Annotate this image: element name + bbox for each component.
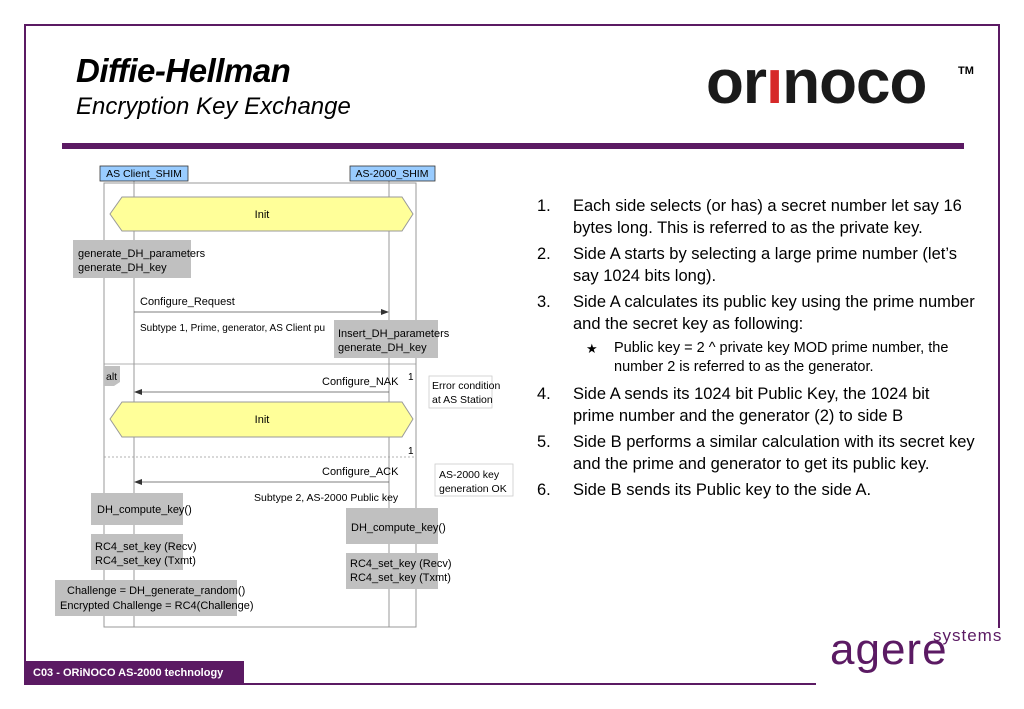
generate-dh-line1: generate_DH_parameters bbox=[78, 248, 206, 260]
footer-rule bbox=[244, 683, 816, 685]
error-note-line2: at AS Station bbox=[432, 394, 493, 406]
configure-ack-arrowhead bbox=[134, 479, 142, 485]
step-number: 5. bbox=[537, 433, 551, 451]
step-text: Side B performs a similar calculation with its secret key and the prime and generator to get its public key. bbox=[573, 433, 975, 473]
steps-list bbox=[535, 195, 975, 505]
ok-note-line2: generation OK bbox=[439, 483, 507, 495]
subtype-2-label: Subtype 2, AS-2000 Public key bbox=[254, 492, 399, 504]
insert-dh-line1: Insert_DH_parameters bbox=[338, 328, 450, 340]
error-note-line1: Error condition bbox=[432, 380, 501, 392]
configure-ack-label: Configure_ACK bbox=[322, 466, 399, 478]
sub-step bbox=[535, 339, 975, 377]
agere-systems-text: systems bbox=[933, 626, 1003, 645]
step-number: 1. bbox=[537, 197, 551, 215]
lifeline-server-label: AS-2000_SHIM bbox=[355, 168, 429, 180]
configure-nak-label: Configure_NAK bbox=[322, 376, 399, 388]
alt-label: alt bbox=[106, 371, 118, 383]
agere-logo: agere bbox=[830, 625, 948, 674]
generate-dh-line2: generate_DH_key bbox=[78, 262, 167, 274]
step-text: Each side selects (or has) a secret number let say 16 bytes long. This is referred to as the private key. bbox=[573, 197, 962, 237]
configure-request-arrowhead bbox=[381, 309, 389, 315]
configure-request-label: Configure_Request bbox=[140, 296, 235, 308]
step-text: Side A calculates its public key using the prime number and the secret key as following: bbox=[573, 293, 975, 333]
step-item-1 bbox=[535, 195, 975, 239]
configure-nak-arrowhead bbox=[134, 389, 142, 395]
compute-server-label: DH_compute_key() bbox=[351, 522, 446, 534]
challenge-line2: Encrypted Challenge = RC4(Challenge) bbox=[60, 600, 254, 612]
ok-note-line1: AS-2000 key bbox=[439, 469, 500, 481]
step-item-4 bbox=[535, 383, 975, 427]
sub-step-text: Public key = 2 ^ private key MOD prime number, the number 2 is referred to as the generator. bbox=[614, 340, 949, 375]
orinoco-logo: orınoco bbox=[706, 48, 927, 117]
step-number: 4. bbox=[537, 385, 551, 403]
step-text: Side B sends its Public key to the side A. bbox=[573, 481, 872, 499]
rc4-client-line2: RC4_set_key (Txmt) bbox=[95, 555, 196, 567]
page-title: Diffie-Hellman bbox=[76, 52, 291, 89]
page-subtitle: Encryption Key Exchange bbox=[76, 93, 351, 120]
init-label-2: Init bbox=[254, 414, 270, 426]
alt-num-2: 1 bbox=[408, 446, 414, 457]
step-item-6 bbox=[535, 479, 975, 501]
star-icon: ★ bbox=[586, 341, 598, 356]
challenge-line1: Challenge = DH_generate_random() bbox=[67, 585, 246, 597]
rc4-server-line1: RC4_set_key (Recv) bbox=[350, 558, 452, 570]
step-number: 2. bbox=[537, 245, 551, 263]
insert-dh-line2: generate_DH_key bbox=[338, 342, 427, 354]
step-text: Side A starts by selecting a large prime number (let’s say 1024 bits long). bbox=[573, 245, 957, 285]
alt-num-1: 1 bbox=[408, 372, 414, 383]
step-number: 6. bbox=[537, 481, 551, 499]
lifeline-client-label: AS Client_SHIM bbox=[106, 168, 182, 180]
step-item-5 bbox=[535, 431, 975, 475]
step-item-3 bbox=[535, 291, 975, 335]
step-item-2 bbox=[535, 243, 975, 287]
subtype-1-label: Subtype 1, Prime, generator, AS Client pu bbox=[140, 323, 326, 334]
init-label-1: Init bbox=[254, 209, 270, 221]
step-number: 3. bbox=[537, 293, 551, 311]
rc4-client-line1: RC4_set_key (Recv) bbox=[95, 541, 197, 553]
logo-trademark: TM bbox=[958, 65, 974, 77]
footer-label: C03 - ORiNOCO AS-2000 technology bbox=[24, 661, 244, 685]
compute-client-label: DH_compute_key() bbox=[97, 504, 192, 516]
step-text: Side A sends its 1024 bit Public Key, the 1024 bit prime number and the generator (2) to side B bbox=[573, 385, 930, 425]
rc4-server-line2: RC4_set_key (Txmt) bbox=[350, 572, 451, 584]
